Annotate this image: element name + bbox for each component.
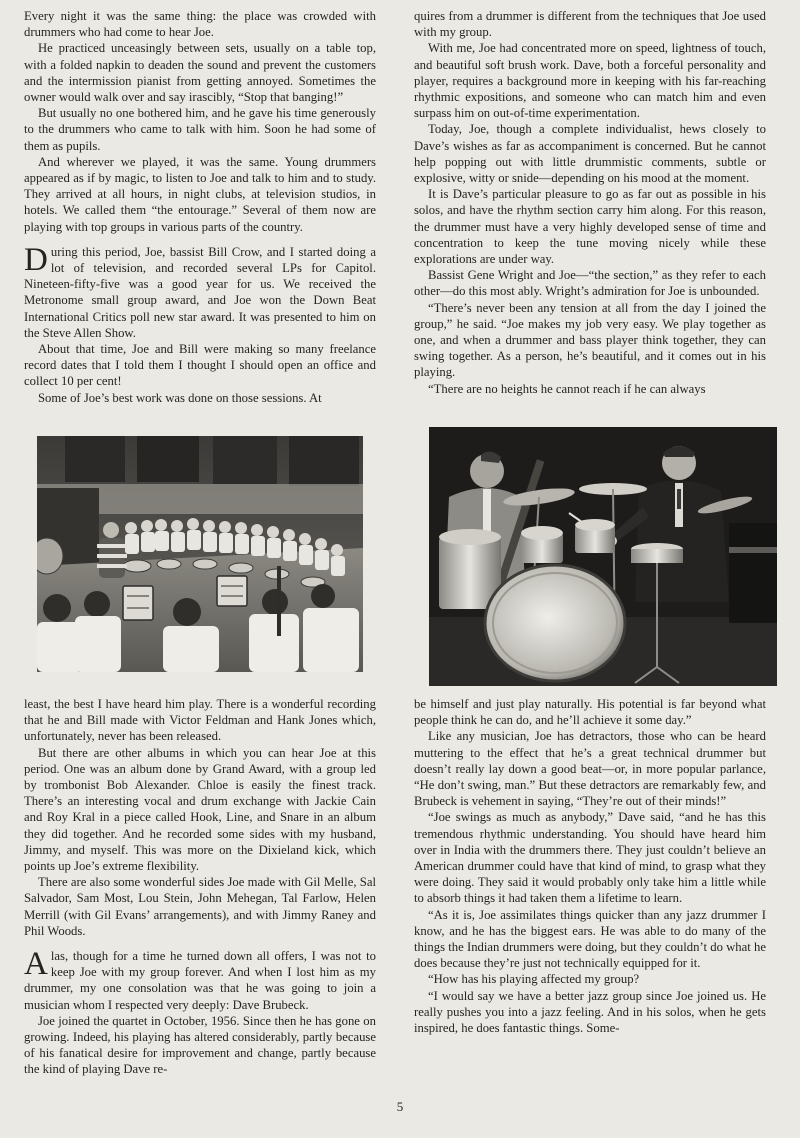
- paragraph: “There are no heights he cannot reach if he can always: [428, 381, 706, 396]
- column-top-right: [414, 8, 766, 397]
- column-top-left: [24, 8, 376, 406]
- paragraph: “There’s never been any tension at all from the day I joined the group,” he said. “Joe makes my job very easy. We play together as one, and when a drummer and bass player think together, they can swing together. As a person, he’s beautiful, and it comes out in his playing.: [414, 300, 766, 380]
- column-bottom-right: [414, 696, 766, 1036]
- paragraph-text: las, though for a time he turned down all offers, I was not to keep Joe with my group forever. And when I lost him as my drummer, my one consolation was that he was going to join a musician whom I respected very deeply: Dave Brubeck.: [24, 949, 376, 1012]
- paragraph: Today, Joe, though a complete individualist, hews closely to Dave’s wishes as far as accompaniment is concerned. But he cannot help popping out with little drummistic comments, subtle or explosive, witty or snide—depending on his mood at the moment.: [414, 122, 766, 186]
- paragraph: But there are other albums in which you can hear Joe at this period. One was an album done by Grand Award, with a group led by trombonist Bob Alexander. Chloe is easily the finest track. There’s an interesting vocal and drum exchange with Jackie Cain and Roy Kral in a piece called Hook, Line, and Snare in an album they did together. And he recorded some sides with my husband, Jimmy, and myself. This was more on the Dixieland kick, which points up Joe’s extreme flexibility.: [24, 745, 376, 874]
- paragraph: Joe joined the quartet in October, 1956. Since then he has gone on growing. Indeed, his playing has altered considerably, partly because of his fanatical desire for improvement and change, partly because the kind of playing Dave re-: [24, 1013, 376, 1077]
- paragraph: “How has his playing affected my group?: [428, 972, 640, 987]
- paragraph: be himself and just play naturally. His potential is far beyond what people think he can do, and he’ll achieve it some day.”: [414, 697, 766, 728]
- paragraph: It is Dave’s particular pleasure to go as far out as possible in his solos, and have the rhythm section carry him along. For this reason, the drummer must have a very highly developed sense of time and concentration to keep the tune moving nicely while these explorations are under way.: [414, 187, 766, 267]
- paragraph-drop-cap: [24, 948, 376, 1013]
- page-number: 5: [396, 1099, 404, 1114]
- paragraph: Some of Joe’s best work was done on those sessions. At: [38, 390, 322, 405]
- paragraph: least, the best I have heard him play. There is a wonderful recording that he and Bill made with Victor Feldman and Hank Jones which, unfortunately, never has been released.: [24, 697, 376, 744]
- paragraph: About that time, Joe and Bill were making so many freelance record dates that I told them I thought I should open an office and collect 10 per cent!: [24, 342, 376, 389]
- paragraph: With me, Joe had concentrated more on speed, lightness of touch, and beautiful soft brush work. Dave, both a forceful personality and player, requires a background more in keeping with his far-reaching rhythmic expositions, and someone who can match him and even surpass him on out-of-time experimentation.: [414, 41, 766, 121]
- drop-cap: A: [24, 946, 48, 983]
- paragraph: “I would say we have a better jazz group since Joe joined us. He really pushes you into a jazz feeling. And in his solos, when he gets inspired, he does fantastic things. Some-: [414, 988, 766, 1036]
- paragraph: And wherever we played, it was the same. Young drummers appeared as if by magic, to listen to Joe and talk to him and to study. They arrived at all hours, in night clubs, at television studios, in hotels. We called them “the entourage.” Several of them now are playing with top groups in various parts of the country.: [24, 154, 376, 234]
- drum-class-photo: [37, 436, 363, 672]
- paragraph: “As it is, Joe assimilates things quicker than any jazz drummer I know, and he has the biggest ears. He was able to do many of the things the Indian drummers were doing, but they couldn’t do what he does because they’re just not technically equipped for it.: [414, 907, 766, 971]
- paragraph: Every night it was the same thing: the place was crowded with drummers who had come to hear Joe.: [24, 9, 376, 40]
- column-bottom-left: [24, 696, 376, 1078]
- paragraph: He practiced unceasingly between sets, usually on a table top, with a folded napkin to deaden the sound and prevent the customers and the intermission pianist from getting annoyed. Sometimes the owner would walk over and say irascibly, “Stop that banging!”: [24, 41, 376, 105]
- paragraph-drop-cap: [24, 241, 376, 341]
- drop-cap: D: [24, 241, 48, 278]
- paragraph: Bassist Gene Wright and Joe—“the section,” as they refer to each other—do this most ably. Wright’s admiration for Joe is unbounded.: [414, 268, 766, 299]
- drum-kit-photo: [429, 427, 777, 686]
- paragraph: But usually no one bothered him, and he gave his time generously to the drummers who came to talk with him. Soon he had some of them as pupils.: [24, 106, 376, 153]
- paragraph: There are also some wonderful sides Joe made with Gil Melle, Sal Salvador, Sam Most, Lou Stein, John Mehegan, Tal Farlow, Helen Merrill (with Gil Evans’ arrangements), and with Jimmy Raney and Phil Woods.: [24, 875, 376, 938]
- paragraph: quires from a drummer is different from the techniques that Joe used with my group.: [414, 9, 766, 40]
- paragraph: “Joe swings as much as anybody,” Dave said, “and he has this tremendous rhythmic understanding. You should have heard him over in India with the drummers there. They just couldn’t believe an American drummer could have that kind of mind, to grasp what they were doing. They said it would probably only take him a little while to absorb things it had taken them a lifetime to learn.: [414, 810, 766, 906]
- paragraph: Like any musician, Joe has detractors, those who can be heard muttering to the effect that he’s a great technical drummer but doesn’t really lay down a good beat—or, in more popular parlance, “He don’t swing, man.” But these detractors are remarkably few, and Brubeck is vehement in saying, “They’re out of their minds!”: [414, 729, 766, 809]
- paragraph-text: uring this period, Joe, bassist Bill Crow, and I started doing a lot of television, and recorded several LPs for Capitol. Nineteen-fifty-five was a good year for us. We received the Metronome small group award, and Joe won the Down Beat International Critics poll new star award. It was presented to him on the Steve Allen Show.: [24, 244, 376, 340]
